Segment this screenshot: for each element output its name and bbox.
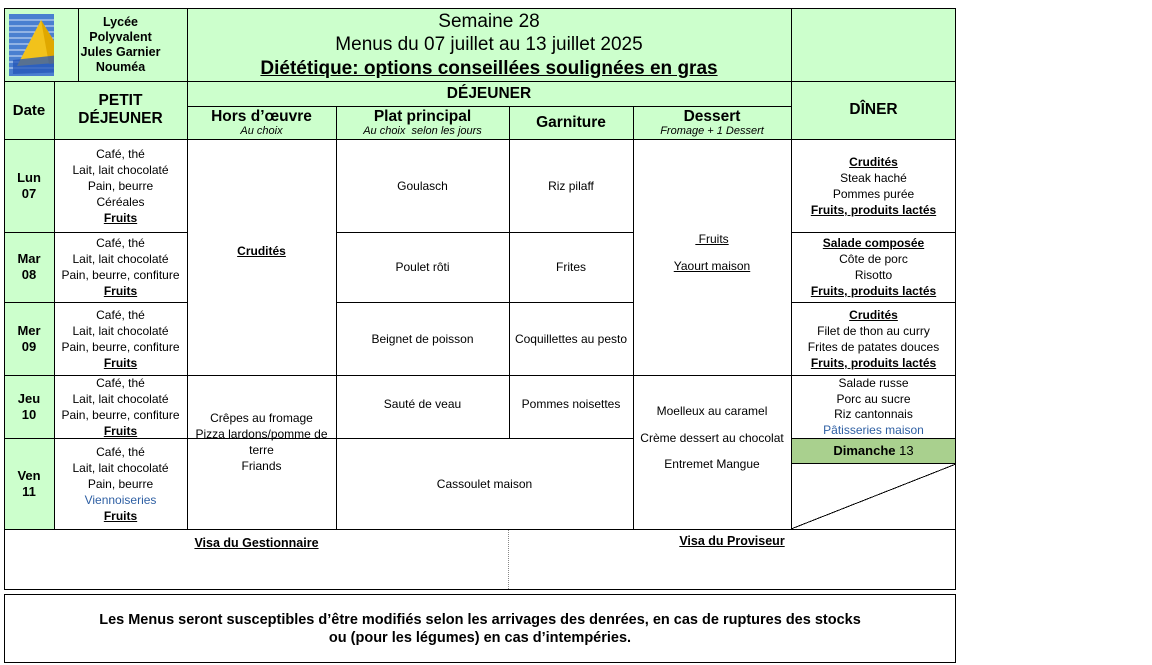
school-line-2: Polyvalent: [89, 29, 152, 44]
starter-item: Crêpes au fromage: [210, 411, 313, 425]
title-block: [187, 8, 791, 81]
breakfast-item: Café, thé: [96, 375, 145, 390]
breakfast-cell: [54, 302, 187, 375]
dessert-item: Entremet Mangue: [664, 457, 760, 471]
day-number: 10: [21, 406, 37, 422]
notice-line-2: ou (pour les légumes) en cas d’intempéries.: [328, 629, 632, 646]
dessert-item: Moelleux au caramel: [656, 404, 768, 418]
side-dish: Coquillettes au pesto: [514, 331, 628, 346]
school-line-4: Nouméa: [95, 59, 146, 74]
breakfast-recommended: Fruits: [103, 509, 138, 523]
notice-box: [4, 594, 956, 663]
visa-box: [4, 529, 956, 590]
side-dish: Pommes noisettes: [521, 397, 621, 411]
side-dish: Frites: [556, 260, 586, 274]
sunday-label-cell: [791, 438, 956, 463]
dinner-recommended: Fruits, produits lactés: [810, 202, 937, 217]
main-dish: Poulet rôti: [395, 260, 450, 274]
breakfast-item: Pain, beurre, confiture: [61, 339, 180, 354]
dinner-item: Côte de porc: [839, 252, 908, 266]
dinner-item: Risotto: [854, 268, 893, 282]
dessert-header-label: Dessert: [683, 108, 741, 125]
school-line-3: Jules Garnier: [80, 44, 161, 59]
main-dish: Beignet de poisson: [371, 331, 474, 346]
lunch-column-header: DÉJEUNER: [187, 81, 791, 106]
dessert-item: Crème dessert au chocolat: [640, 431, 784, 445]
dinner-starter: Crudités: [849, 307, 898, 322]
visa-principal: Visa du Proviseur: [679, 534, 785, 548]
dessert-top: [633, 139, 791, 375]
breakfast-item: Céréales: [96, 194, 145, 209]
dinner-starter: Crudités: [849, 154, 898, 169]
breakfast-item: Lait, lait chocolaté: [72, 323, 169, 338]
dessert-item: Fruits: [695, 232, 729, 246]
notice-line-1: Les Menus seront susceptibles d’être modifiés selon les arrivages des denrées, en cas de ruptures des stocks: [99, 611, 861, 628]
date-column-header: Date: [4, 81, 54, 139]
dinner-recommended: Fruits, produits lactés: [810, 355, 937, 370]
dessert-header-sub: Fromage + 1 Dessert: [660, 125, 764, 137]
breakfast-item: Café, thé: [96, 307, 145, 322]
day-label: Mar: [17, 251, 41, 266]
starter-crudites: Crudités: [237, 244, 286, 258]
day-number: 09: [21, 338, 37, 354]
dinner-starter: Salade composée: [822, 236, 925, 250]
week-title: Semaine 28: [438, 11, 540, 32]
dietetic-note: Diététique: options conseillées soulignées en gras: [260, 58, 718, 79]
breakfast-item: Lait, lait chocolaté: [72, 461, 169, 475]
dinner-cell: [791, 139, 956, 232]
breakfast-recommended: Fruits: [103, 210, 138, 225]
breakfast-item: Café, thé: [96, 236, 145, 250]
day-label: Lun: [17, 169, 41, 185]
day-label: Mer: [17, 322, 41, 338]
day-cell: [4, 139, 54, 232]
dessert-column-header: [633, 106, 791, 139]
breakfast-item: Pain, beurre, confiture: [61, 268, 180, 282]
day-cell: [4, 302, 54, 375]
dinner-cell: [791, 375, 956, 438]
day-number: 08: [21, 267, 37, 282]
main-column-header: [336, 106, 509, 139]
dinner-column-header: DÎNER: [791, 81, 956, 139]
main-header-label: Plat principal: [373, 108, 472, 125]
breakfast-item: Pain, beurre: [87, 178, 154, 193]
day-cell: [4, 375, 54, 438]
breakfast-item: Pain, beurre, confiture: [61, 407, 180, 422]
visa-manager: Visa du Gestionnaire: [194, 536, 319, 550]
day-label: Ven: [17, 468, 41, 483]
dates-title: Menus du 07 juillet au 13 juillet 2025: [335, 34, 643, 55]
header-right-blank: [791, 8, 956, 81]
breakfast-item: Lait, lait chocolaté: [72, 252, 169, 266]
day-cell: [4, 438, 54, 530]
dinner-pastries: Pâtisseries maison: [823, 422, 924, 437]
main-header-sub: Au choix selon les jours: [363, 125, 482, 137]
dinner-item: Steak haché: [840, 170, 907, 185]
breakfast-cell: [54, 375, 187, 438]
breakfast-item: Lait, lait chocolaté: [72, 391, 169, 406]
school-line-1: Lycée: [103, 14, 138, 29]
dinner-item: Salade russe: [838, 376, 909, 390]
dinner-item: Riz cantonnais: [834, 407, 913, 421]
sunday-number: 13: [899, 443, 914, 458]
breakfast-pastries: Viennoiseries: [84, 493, 157, 507]
starter-column-header: [187, 106, 336, 139]
dinner-recommended: Fruits, produits lactés: [810, 284, 937, 298]
breakfast-item: Café, thé: [96, 445, 145, 459]
dinner-item: Filet de thon au curry: [817, 323, 930, 338]
starter-header-sub: Au choix: [240, 125, 283, 137]
breakfast-item: Pain, beurre: [87, 477, 154, 491]
breakfast-recommended: Fruits: [103, 284, 138, 298]
breakfast-recommended: Fruits: [103, 423, 138, 438]
dessert-item: Yaourt maison: [673, 259, 751, 273]
school-name: [54, 8, 187, 81]
breakfast-cell: [54, 232, 187, 302]
dinner-cell: [791, 302, 956, 375]
breakfast-item: Lait, lait chocolaté: [72, 162, 169, 177]
main-dish: Goulasch: [397, 178, 448, 193]
day-cell: [4, 232, 54, 302]
starter-item: Pizza lardons/pomme de terre: [195, 427, 328, 457]
breakfast-item: Café, thé: [96, 146, 145, 161]
main-dish: Cassoulet maison: [436, 477, 533, 491]
dessert-bottom: [633, 375, 791, 530]
side-dish: Riz pilaff: [548, 178, 594, 193]
breakfast-cell: [54, 438, 187, 530]
starter-choices: [187, 375, 336, 530]
breakfast-column-header: PETIT DÉJEUNER: [54, 81, 187, 139]
sunday-label: Dimanche: [833, 443, 896, 458]
dinner-item: Frites de patates douces: [807, 339, 940, 354]
dinner-item: Porc au sucre: [836, 391, 911, 406]
breakfast-recommended: Fruits: [103, 355, 138, 370]
side-column-header: Garniture: [509, 106, 633, 139]
menu-table: [4, 8, 956, 530]
day-number: 07: [21, 185, 37, 201]
day-number: 11: [22, 484, 36, 499]
starter-item: Friands: [241, 459, 282, 473]
day-label: Jeu: [17, 390, 41, 406]
main-dish: Sauté de veau: [383, 397, 462, 411]
dinner-cell: [791, 232, 956, 302]
starter-header-label: Hors d’œuvre: [211, 108, 312, 125]
breakfast-cell: [54, 139, 187, 232]
dinner-item: Pommes purée: [832, 186, 915, 201]
